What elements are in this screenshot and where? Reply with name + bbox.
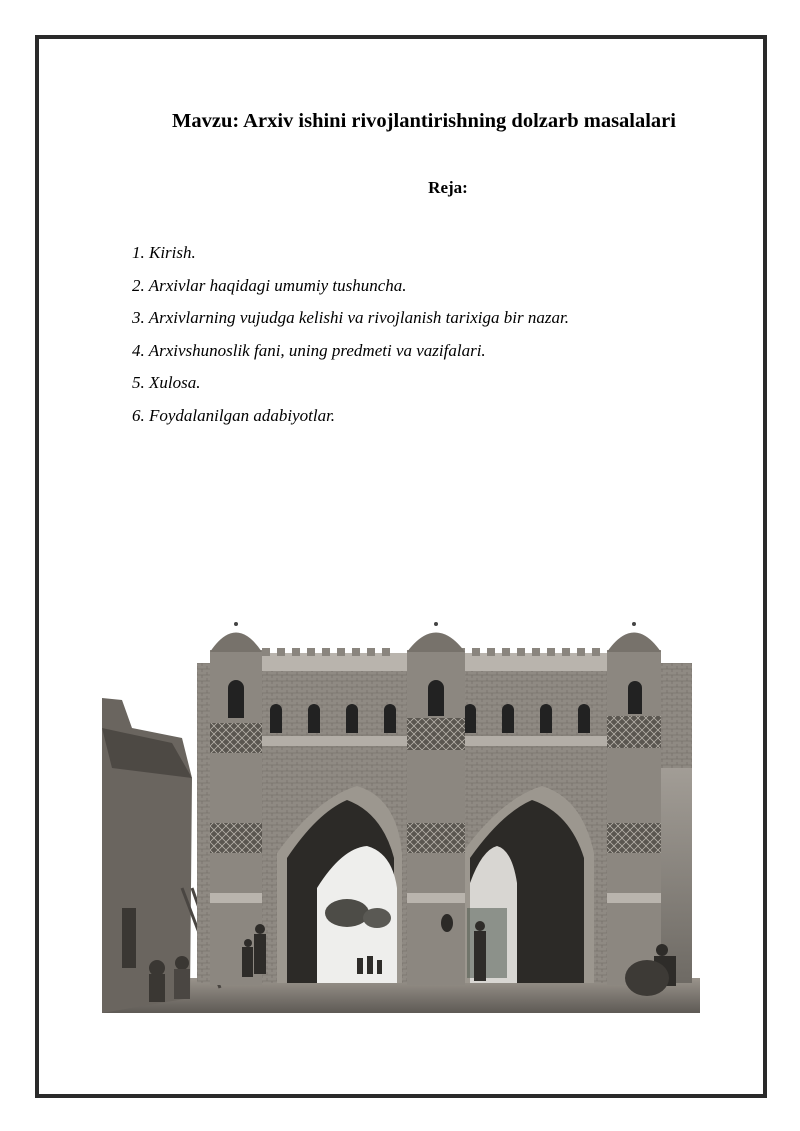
city-gate-photo (102, 618, 700, 1013)
plan-item: 1. Kirish. (132, 243, 196, 262)
plan-item: 4. Arxivshunoslik fani, uning predmeti va vazifalari. (132, 340, 486, 360)
right-tower (607, 622, 661, 985)
gate-structure (197, 622, 692, 985)
plan-list (132, 242, 569, 437)
page-title (0, 110, 800, 133)
left-tower (210, 622, 262, 985)
title-text: Mavzu: Arxiv ishini rivojlantirishning dolzarb masalalari (172, 110, 676, 132)
plan-item: 2. Arxivlar haqidagi umumiy tushuncha. (132, 275, 407, 295)
plan-item: 5. Xulosa. (132, 373, 201, 392)
plan-item: 3. Arxivlarning vujudga kelishi va rivojlanish tarixiga bir nazar. (132, 308, 569, 327)
middle-tower (407, 622, 465, 985)
plan-item: 6. Foydalanilgan adabiyotlar. (132, 405, 336, 425)
plan-heading (0, 178, 800, 198)
plan-heading-text: Reja: (428, 178, 468, 197)
